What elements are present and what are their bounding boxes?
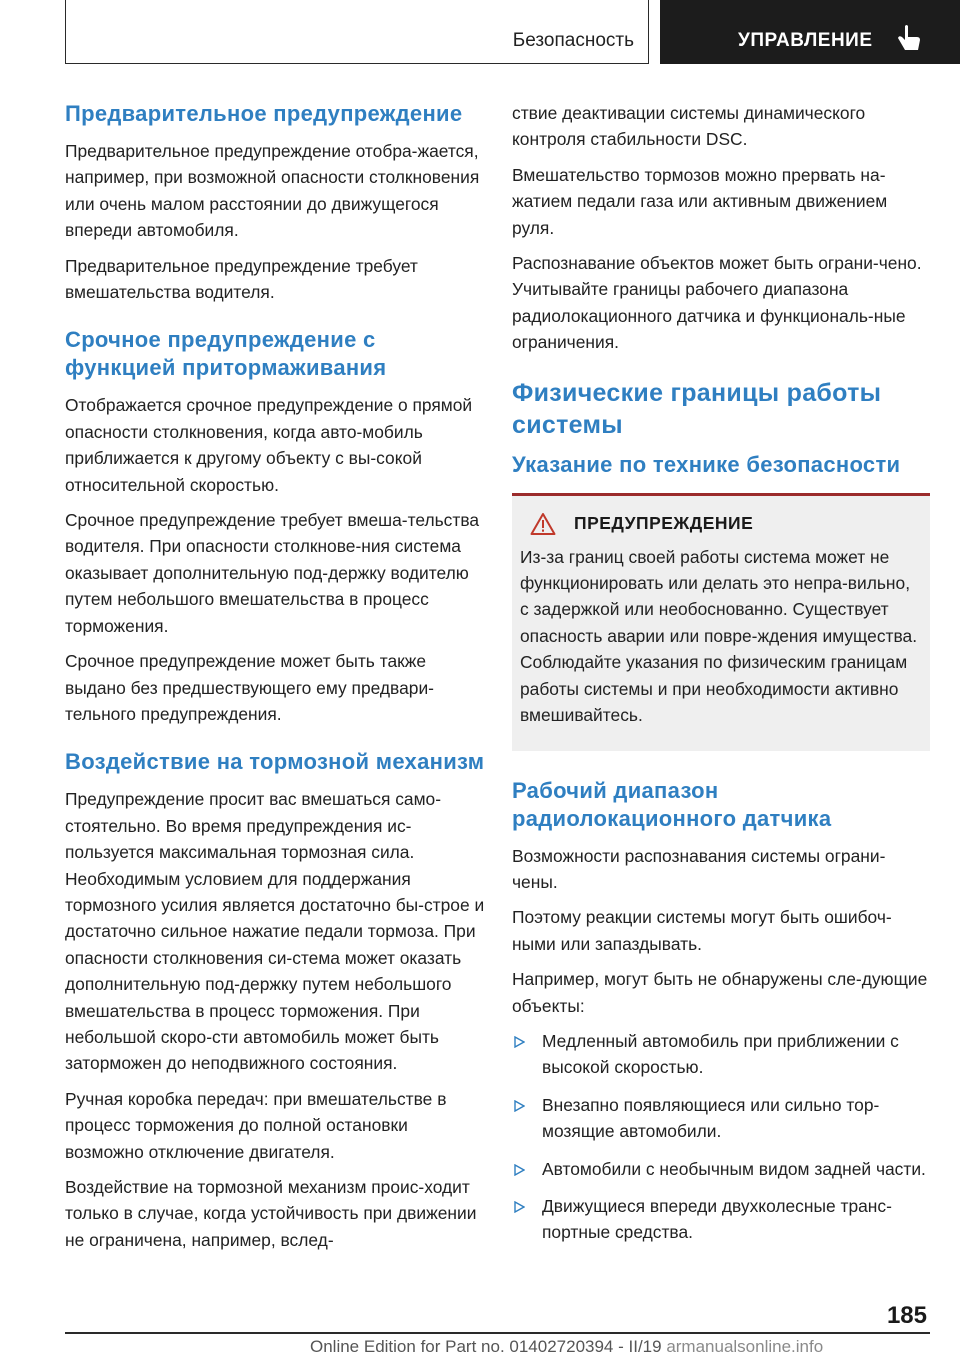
paragraph: Возможности распознавания системы ограни-чены. bbox=[512, 845, 886, 892]
heading-physical-limits: Физические границы работы системы bbox=[512, 378, 882, 439]
paragraph: Срочное предупреждение требует вмеша-тельства водителя. При опасности столкнове-ния система оказывает дополнительную под-держку водителю путем небольшого вмешательства в процесс торможения. bbox=[65, 510, 480, 636]
paragraph: Воздействие на тормозной механизм проис-ходит только в случае, когда устойчивость при движении не ограничена, например, вслед- bbox=[65, 1177, 477, 1250]
paragraph: Предварительное предупреждение отобра-жается, например, при возможной опасности столкновения или очень малом расстоянии до движущегося впереди автомобиля. bbox=[65, 141, 480, 241]
paragraph: Ручная коробка передач: при вмешательстве в процесс торможения до полной остановки возможно отключение двигателя. bbox=[65, 1088, 447, 1162]
list-item: Медленный автомобиль при приближении с высокой скоростью. bbox=[512, 1028, 930, 1081]
paragraph: Распознавание объектов может быть ограни-чено. Учитывайте границы рабочего диапазона радиолокационного датчика и функциональ-ные ограничения. bbox=[512, 253, 922, 353]
edition-text: Online Edition for Part no. 01402720394 - II/19 bbox=[310, 1337, 662, 1356]
footer-edition bbox=[310, 1337, 823, 1357]
paragraph: Срочное предупреждение может быть также выдано без предшествующего ему предвари-тельного предупреждения. bbox=[65, 651, 434, 724]
paragraph: Вмешательство тормозов можно прервать на-жатием педали газа или активным движением руля. bbox=[512, 164, 888, 238]
warning-triangle-icon bbox=[530, 512, 556, 536]
warning-box bbox=[512, 493, 930, 751]
paragraph: Отображается срочное предупреждение о прямой опасности столкновения, когда авто-мобиль приближается к другому объекту с вы-сокой относительной скоростью. bbox=[65, 395, 473, 495]
paragraph: Например, могут быть не обнаружены сле-дующие объекты: bbox=[512, 969, 928, 1016]
heading-urgent-warning: Срочное предупреждение с функцией притормаживания bbox=[65, 327, 387, 381]
watermark-text[interactable]: armanualsonline.info bbox=[666, 1337, 824, 1356]
warning-text: Из-за границ своей работы система может не функционировать или делать это непра-вильно, с задержкой или необоснованно. Существует опасность аварии или повре-ждения имущества. Соблюдайте указания по физическим границам работы системы и при необходимости активно вмешивайтесь. bbox=[520, 546, 918, 726]
paragraph: Предварительное предупреждение требует вмешательства водителя. bbox=[65, 255, 418, 303]
hand-pointer-icon bbox=[896, 24, 922, 54]
triangle-bullet-icon bbox=[514, 1201, 525, 1213]
warning-title: ПРЕДУПРЕЖДЕНИЕ bbox=[574, 513, 754, 534]
heading-preliminary-warning: Предварительное предупреждение bbox=[65, 101, 463, 126]
heading-safety-note: Указание по технике безопасности bbox=[512, 451, 901, 477]
heading-radar-range: Рабочий диапазон радиолокационного датчика bbox=[512, 777, 832, 831]
triangle-bullet-icon bbox=[514, 1164, 525, 1176]
heading-brake-intervention: Воздействие на тормозной механизм bbox=[65, 749, 485, 775]
list-item: Автомобили с необычным видом задней части. bbox=[512, 1156, 930, 1182]
paragraph: ствие деактивации системы динамического контроля стабильности DSC. bbox=[512, 103, 866, 150]
undetected-objects-list bbox=[512, 1028, 930, 1246]
chapter-title: УПРАВЛЕНИЕ bbox=[738, 30, 873, 51]
triangle-bullet-icon bbox=[514, 1100, 525, 1112]
paragraph: Поэтому реакции системы могут быть ошибоч-ными или запаздывать. bbox=[512, 907, 892, 954]
page-number: 185 bbox=[886, 1302, 927, 1329]
right-column bbox=[512, 100, 930, 1257]
header-chapter-tab bbox=[660, 0, 960, 64]
list-item: Движущиеся впереди двухколесные транс-портные средства. bbox=[512, 1193, 930, 1246]
warning-title-row bbox=[520, 512, 922, 536]
left-column bbox=[65, 100, 485, 1262]
section-title: Безопасность bbox=[512, 30, 634, 51]
triangle-bullet-icon bbox=[514, 1036, 525, 1048]
footer-divider bbox=[65, 1332, 930, 1334]
paragraph: Предупреждение просит вас вмешаться само-стоятельно. Во время предупреждения ис-пользуется максимальная тормозная сила. Необходимым условием для поддержания тормозного усилия является достаточно бы-строе и достаточно сильное нажатие педали тормоза. При опасности столкновения си-стема может оказать дополнительную под-держку путем небольшого вмешательства в процесс торможения. При небольшой скоро-сти автомобиль может быть заторможен до неподвижного состояния. bbox=[65, 789, 485, 1074]
list-item: Внезапно появляющиеся или сильно тор-мозящие автомобили. bbox=[512, 1092, 930, 1145]
header-section-tab bbox=[65, 0, 649, 64]
